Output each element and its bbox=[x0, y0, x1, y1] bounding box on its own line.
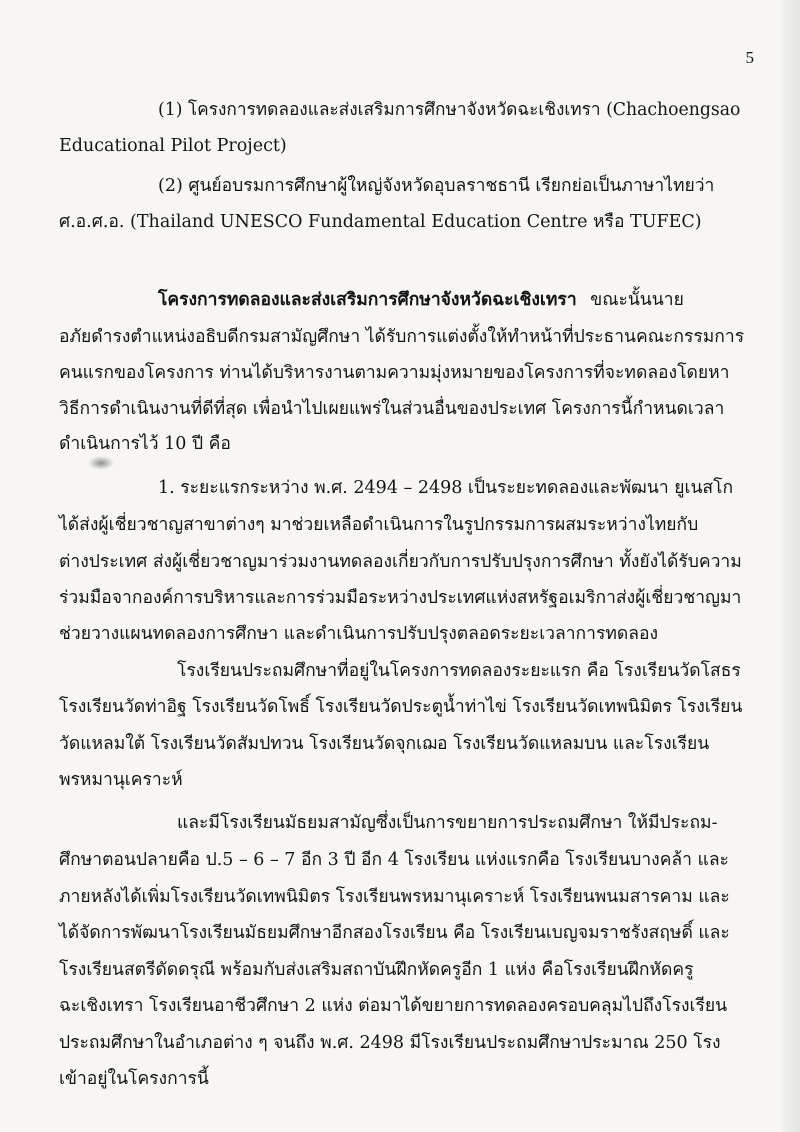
phase-1-line-5: ช่วยวางแผนทดลองการศึกษา และดำเนินการปรับปรุงตลอดระยะเวลาการทดลอง bbox=[59, 624, 659, 644]
secondary-line-6: ฉะเชิงเทรา โรงเรียนอาชีวศึกษา 2 แห่ง ต่อมาได้ขยายการทดลองครอบคลุมไปถึงโรงเรียน bbox=[59, 996, 728, 1016]
phase-1-line-2: ได้ส่งผู้เชี่ยวชาญสาขาต่างๆ มาช่วยเหลือดำเนินการในรูปกรรมการผสมระหว่างไทยกับ bbox=[59, 515, 699, 535]
paragraph-1-line-3: คนแรกของโครงการ ท่านได้บริหารงานตามความมุ่งหมายของโครงการที่จะทดลองโดยหา bbox=[59, 363, 730, 383]
secondary-line-1: และมีโรงเรียนมัธยมสามัญซึ่งเป็นการขยายการประถมศึกษา ให้มีประถม- bbox=[177, 813, 718, 833]
schools-line-3: วัดแหลมใต้ โรงเรียนวัดสัมปทวน โรงเรียนวัดจุกเฌอ โรงเรียนวัดแหลมบน และโรงเรียน bbox=[59, 734, 710, 754]
list-item-1-line-2: Educational Pilot Project) bbox=[59, 136, 287, 156]
page-edge-shadow bbox=[782, 0, 800, 1132]
schools-line-1: โรงเรียนประถมศึกษาที่อยู่ในโครงการทดลองระยะแรก คือ โรงเรียนวัดโสธร bbox=[177, 661, 741, 681]
phase-1-line-4: ร่วมมือจากองค์การบริหารและการร่วมมือระหว่างประเทศแห่งสหรัฐอเมริกาส่งผู้เชี่ยวชาญมา bbox=[59, 588, 742, 608]
section-heading-line bbox=[158, 288, 684, 312]
secondary-line-4: ได้จัดการพัฒนาโรงเรียนมัธยมศึกษาอีกสองโรงเรียน คือ โรงเรียนเบญจมราชรังสฤษดิ์ และ bbox=[59, 923, 730, 943]
secondary-line-3: ภายหลังได้เพิ่มโรงเรียนวัดเทพนิมิตร โรงเรียนพรหมานุเคราะห์ โรงเรียนพนมสารคาม และ bbox=[59, 887, 730, 907]
secondary-line-8: เข้าอยู่ในโครงการนี้ bbox=[59, 1069, 209, 1089]
secondary-line-5: โรงเรียนสตรีดัดดรุณี พร้อมกับส่งเสริมสถาบันฝึกหัดครูอีก 1 แห่ง คือโรงเรียนฝึกหัดครู bbox=[59, 960, 694, 980]
section-heading: โครงการทดลองและส่งเสริมการศึกษาจังหวัดฉะเชิงเทรา bbox=[158, 290, 577, 310]
ink-smudge bbox=[88, 456, 114, 470]
phase-1-line-1: 1. ระยะแรกระหว่าง พ.ศ. 2494 – 2498 เป็นระยะทดลองและพัฒนา ยูเนสโก bbox=[158, 478, 734, 498]
list-item-2-line-2: ศ.อ.ศ.อ. (Thailand UNESCO Fundamental Education Centre หรือ TUFEC) bbox=[59, 212, 702, 232]
schools-line-4: พรหมานุเคราะห์ bbox=[59, 770, 183, 790]
section-heading-tail: ขณะนั้นนาย bbox=[590, 290, 684, 310]
schools-line-2: โรงเรียนวัดท่าอิฐ โรงเรียนวัดโพธิ์ โรงเรียนวัดประตูน้ำท่าไข่ โรงเรียนวัดเทพนิมิตร โรงเรียน bbox=[59, 697, 743, 717]
phase-1-line-3: ต่างประเทศ ส่งผู้เชี่ยวชาญมาร่วมงานทดลองเกี่ยวกับการปรับปรุงการศึกษา ทั้งยังได้รับความ bbox=[59, 552, 742, 572]
paragraph-1-line-2: อภัยดำรงตำแหน่งอธิบดีกรมสามัญศึกษา ได้รับการแต่งตั้งให้ทำหน้าที่ประธานคณะกรรมการ bbox=[59, 327, 745, 347]
paragraph-1-line-5: ดำเนินการไว้ 10 ปี คือ bbox=[59, 434, 231, 454]
page-number: 5 bbox=[745, 48, 754, 67]
secondary-line-2: ศึกษาตอนปลายคือ ป.5 – 6 – 7 อีก 3 ปี อีก 4 โรงเรียน แห่งแรกคือ โรงเรียนบางคล้า และ bbox=[59, 850, 729, 870]
list-item-2-line-1: (2) ศูนย์อบรมการศึกษาผู้ใหญ่จังหวัดอุบลราชธานี เรียกย่อเป็นภาษาไทยว่า bbox=[158, 176, 715, 196]
secondary-line-7: ประถมศึกษาในอำเภอต่าง ๆ จนถึง พ.ศ. 2498 มีโรงเรียนประถมศึกษาประมาณ 250 โรง bbox=[59, 1033, 721, 1053]
list-item-1-line-1: (1) โครงการทดลองและส่งเสริมการศึกษาจังหวัดฉะเชิงเทรา (Chachoengsao bbox=[158, 100, 741, 120]
paragraph-1-line-4: วิธีการดำเนินงานที่ดีที่สุด เพื่อนำไปเผยแพร่ในส่วนอื่นของประเทศ โครงการนี้กำหนดเวลา bbox=[59, 399, 725, 419]
